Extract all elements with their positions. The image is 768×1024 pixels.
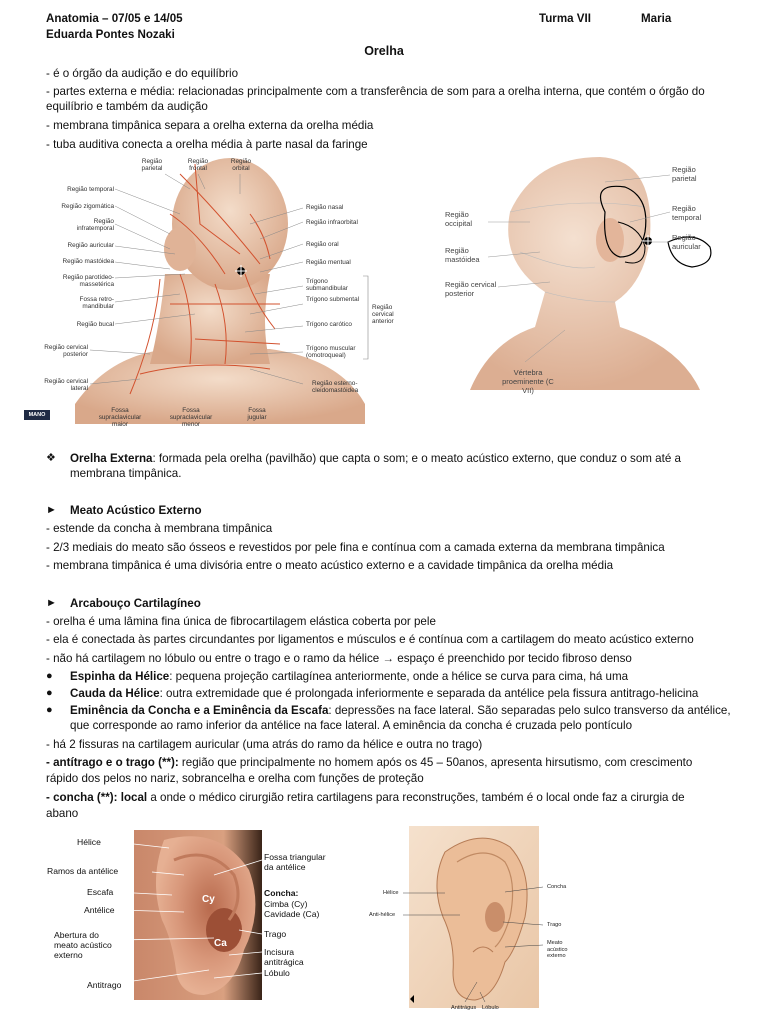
orelha-externa-line2: membrana timpânica. [70,467,182,480]
concha-item: Cimba (Cy) [264,899,308,909]
arrow-bullet-icon: ► [46,597,57,609]
intro-line: - membrana timpânica separa a orelha externa da orelha média [46,119,374,132]
fig4-label: Hélice [383,890,399,896]
fig3-label: Abertura do meato acústico externo [54,930,112,960]
bullet-eminencia-line2: que corresponde ao ramo inferior da antélice na face lateral. A eminência da concha é cruzada pelo pontículo [70,719,633,732]
fig1-label: Região parotídeo-massetérica [62,274,114,288]
concha-line1: - concha (**): local a onde o médico cirurgião retira cartilagens para reconstruções, também é o local onde faz a cirurgia de [46,791,685,804]
cy-mark: Cy [202,894,215,905]
fig2-label: Região mastóidea [445,246,480,264]
arcabouco-line: - orelha é uma lâmina fina única de fibrocartilagem elástica coberta por pele [46,615,436,628]
fig1-label: Região cervical posterior [44,344,88,358]
fig1-label: Trígono submental [306,296,360,303]
fig1-label: Fossa retro-mandibular [79,296,114,310]
publisher-badge: MANO [24,410,50,420]
orelha-externa-line1: Orelha Externa: formada pela orelha (pavilhão) que capta o som; e o meato acústico externo, que conduz o som até a [70,452,681,465]
fig1-label: Região nasal [306,204,344,211]
antitrago-line2: rápido dos pelos no nariz, sobrancelha e orelha com funções de proteção [46,772,424,785]
concha-item: Cavidade (Ca) [264,909,320,919]
fig2-label: Vértebra proeminente (C VII) [502,368,554,395]
figure-head-regions [20,154,394,428]
meato-line: - membrana timpânica é uma divisória entre o meato acústico externo e a cavidade timpânica da orelha média [46,559,614,572]
fig4-label: Meato acústico externo [547,940,568,959]
ear-drawing-illustration [365,822,595,1016]
meato-line: - estende da concha à membrana timpânica [46,522,273,535]
fig3-label: Incisura antitrágica [264,947,304,967]
concha-line2: abano [46,807,79,820]
fig1-label: Região temporal [67,186,114,193]
intro-line: - é o órgão da audição e do equilíbrio [46,67,239,80]
doc-author: Eduarda Pontes Nozaki [46,28,175,41]
fig4-label: Trago [547,922,562,928]
fig1-label: Região mentual [306,259,351,266]
fig2-label: Região occipital [445,210,473,228]
figure-ear-illustration [365,822,595,1016]
bullet-eminencia: Eminência da Concha e a Eminência da Escafa: depressões na face lateral. São separadas pelo sulco transverso da antélice, [70,704,731,717]
fig1-label: Região frontal [187,158,209,172]
fig1-label: Região auricular [67,242,114,249]
fig2-label: Região auricular [672,233,701,251]
dot-bullet-icon: ● [46,670,53,682]
doc-turma: Turma VII [539,12,591,25]
fig1-label: Fossa jugular [247,407,267,421]
head-back-illustration [440,152,730,390]
fig1-label: Fossa supraclavicular menor [169,407,213,428]
arcabouco-heading: Arcabouço Cartilagíneo [70,597,201,610]
fig1-label: Região cervical lateral [44,378,88,392]
fig2-label: Região parietal [672,165,697,183]
fig1-label: Região zigomática [61,203,114,210]
fig1-label: Região esterno-cleidomastóidea [312,380,359,394]
concha-title: Concha: [264,888,299,898]
intro-line: - tuba auditiva conecta a orelha média à parte nasal da faringe [46,138,368,151]
fig4-label: Anti-hélice [369,912,396,918]
diamond-bullet-icon: ❖ [46,452,56,464]
fig1-label: Trígono carótico [306,321,352,328]
fig1-bracket-label: Região cervical anterior [372,304,394,325]
arcabouco-line: - ela é conectada às partes circundantes por ligamentos e músculos e é contínua com a cartilagem do meato acústico externo [46,633,694,646]
fig3-label: Trago [264,929,287,939]
figure-ear-photo [44,830,324,1000]
fig1-label: Região bucal [76,321,114,328]
fig3-label: Escafa [87,887,114,897]
fig4-label: Antitrágus [451,1005,477,1011]
arcabouco-fissuras: - há 2 fissuras na cartilagem auricular (uma atrás do ramo da hélice e outra no trago) [46,738,483,751]
fig1-label: Fossa supraclavicular maior [98,407,142,428]
fig1-label: Região mastóidea [62,258,114,265]
fig4-label: Lóbulo [482,1005,499,1011]
fig1-label: Região infratemporal [76,218,114,232]
fig3-label: Antitrago [87,980,122,990]
fig1-label: Região parietal [141,158,163,172]
antitrago-line1: - antítrago e o trago (**): região que principalmente no homem após os 45 – 50anos, apresenta hirsutismo, com crescimento [46,756,693,769]
bullet-espinha: Espinha da Hélice: pequena projeção cartilagínea anteriormente, onde a hélice se curva para cima, há uma [70,670,629,683]
dot-bullet-icon: ● [46,704,53,716]
bullet-cauda: Cauda da Hélice: outra extremidade que é prolongada inferiormente e separada da antélice pela fissura antitrago-helicina [70,687,699,700]
fig1-label: Trígono muscular (omotroqueal) [306,345,356,359]
fig3-label: Fossa triangular da antélice [264,852,326,872]
fig2-label: Região cervical posterior [445,280,497,298]
fig4-label: Concha [547,884,567,890]
doc-author-first: Maria [641,12,672,25]
intro-line: - partes externa e média: relacionadas principalmente com a transferência de som para a orelha interna, que contém o órgão do [46,85,705,98]
fig1-label: Região orbital [230,158,252,172]
fig3-label: Hélice [77,837,101,847]
meato-line: - 2/3 mediais do meato são ósseos e revestidos por pele fina e contínua com a camada externa da membrana timpânica [46,541,665,554]
intro-line: equilíbrio e também da audição [46,100,208,113]
arrow-bullet-icon: ► [46,504,57,516]
doc-title: Anatomia – 07/05 e 14/05 [46,12,183,25]
fig2-label: Região temporal [672,204,702,222]
fig1-label: Região infraorbital [306,219,358,226]
fig1-label: Região oral [306,241,339,248]
ca-mark: Ca [214,938,227,949]
figure-head-back [440,152,730,395]
section-title: Orelha [364,44,404,58]
fig3-label: Antélice [84,905,115,915]
fig3-label: Lóbulo [264,968,290,978]
fig3-label: Ramos da antélice [47,866,119,876]
arcabouco-line: - não há cartilagem no lóbulo ou entre o trago e o ramo da hélice → espaço é preenchido por tecido fibroso denso [46,652,632,665]
dot-bullet-icon: ● [46,687,53,699]
fig1-label: Trígono submandibular [306,278,348,292]
meato-heading: Meato Acústico Externo [70,504,202,517]
